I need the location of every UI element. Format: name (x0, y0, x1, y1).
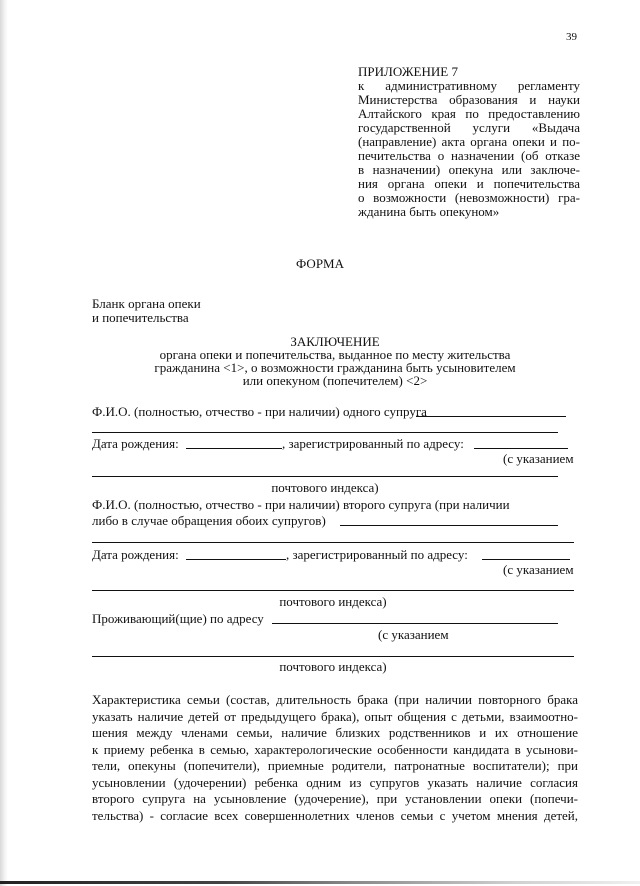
appendix-line: государственной услуги «Выдача (358, 120, 580, 135)
paragraph-line: Характеристика семьи (состав, длительность брака (при наличии повторного брака (92, 692, 578, 707)
with-indication-1: (с указанием (503, 451, 574, 466)
appendix-title: ПРИЛОЖЕНИЕ 7 (358, 64, 458, 79)
scan-shadow-left (0, 0, 8, 886)
family-characteristic-paragraph (92, 692, 578, 824)
appendix-line: в назначении) опекуна или заключе- (358, 162, 580, 177)
appendix-line: жданина быть опекуном» (358, 204, 500, 219)
paragraph-line: усыновлении (удочерении) ребенка одним из супругов указать наличие согласия (92, 774, 578, 790)
living-at-label: Проживающий(щие) по адресу (92, 611, 264, 626)
scan-shadow-bottom (0, 881, 640, 884)
address-field-1-continued[interactable] (92, 476, 558, 477)
registered-label-1: , зарегистрированный по адресу: (282, 436, 464, 451)
birth-date-field-2[interactable] (186, 559, 286, 560)
postal-index-2: почтового индекса) (279, 594, 387, 609)
fio-second-label-line-2: либо в случае обращения обоих супругов) (92, 513, 326, 528)
appendix-line: к административному регламенту (358, 78, 580, 93)
living-address-field[interactable] (272, 623, 558, 624)
conclusion-subtitle-line: гражданина <1>, о возможности гражданина быть усыновителем (154, 360, 516, 375)
paragraph-line: тельства) - согласие всех совершеннолетних членов семьи с учетом мнения детей, (92, 807, 578, 823)
fio-first-field-continued[interactable] (92, 432, 558, 433)
blank-org-line-2: и попечительства (92, 310, 189, 325)
paragraph-line: указать наличие детей от предыдущего брака), опыт общения с детьми, взаимоотно- (92, 708, 578, 724)
birth-date-label-2: Дата рождения: (92, 547, 179, 562)
appendix-block (358, 65, 580, 219)
conclusion-subtitle (0, 348, 640, 387)
fio-first-field[interactable] (416, 416, 566, 417)
form-heading: ФОРМА (296, 256, 344, 271)
fio-second-label-line-1: Ф.И.О. (полностью, отчество - при наличии) второго супруга (при наличии (92, 497, 510, 512)
birth-date-label-1: Дата рождения: (92, 436, 179, 451)
with-indication-2: (с указанием (503, 562, 574, 577)
fio-second-field-continued[interactable] (92, 542, 574, 543)
paragraph-line: второго супруга на усыновление (удочерение), при установлении опеки (попечи- (92, 791, 578, 806)
conclusion-subtitle-line: или опекуном (попечителем) <2> (242, 373, 428, 388)
conclusion-title: ЗАКЛЮЧЕНИЕ (290, 334, 380, 349)
appendix-line: о возможности (невозможности) гра- (358, 190, 580, 205)
fio-second-field[interactable] (340, 525, 558, 526)
birth-date-field-1[interactable] (186, 448, 282, 449)
blank-org-line-1: Бланк органа опеки (92, 296, 201, 311)
appendix-line: (направление) акта органа опеки и по- (358, 134, 580, 149)
conclusion-subtitle-line: органа опеки и попечительства, выданное по месту жительства (159, 347, 511, 362)
postal-index-3: почтового индекса) (279, 659, 387, 674)
address-field-1[interactable] (474, 448, 568, 449)
living-address-field-continued[interactable] (92, 656, 574, 657)
appendix-line: печительства о назначении (об отказе (358, 148, 580, 163)
appendix-line: Министерства образования и науки (358, 92, 580, 107)
postal-index-1: почтового индекса) (271, 480, 379, 495)
address-field-2-continued[interactable] (92, 590, 574, 591)
paragraph-line: к приему ребенка в семью, характерологические особенности кандидата в усынови- (92, 741, 578, 757)
page-number: 39 (566, 31, 577, 43)
registered-label-2: , зарегистрированный по адресу: (286, 547, 468, 562)
paragraph-line: шения между членами семьи, наличие близких родственников и их отношение (92, 725, 578, 740)
address-field-2[interactable] (482, 559, 570, 560)
appendix-line: Алтайского края по предоставлению (358, 106, 580, 121)
with-indication-3: (с указанием (378, 627, 449, 642)
fio-first-label: Ф.И.О. (полностью, отчество - при наличии) одного супруга (92, 404, 427, 419)
paragraph-line: тели, опекуны (попечители), приемные родители, патронатные воспитатели); при (92, 758, 578, 773)
appendix-line: ния органа опеки и попечительства (358, 176, 580, 191)
appendix-body (358, 79, 580, 219)
